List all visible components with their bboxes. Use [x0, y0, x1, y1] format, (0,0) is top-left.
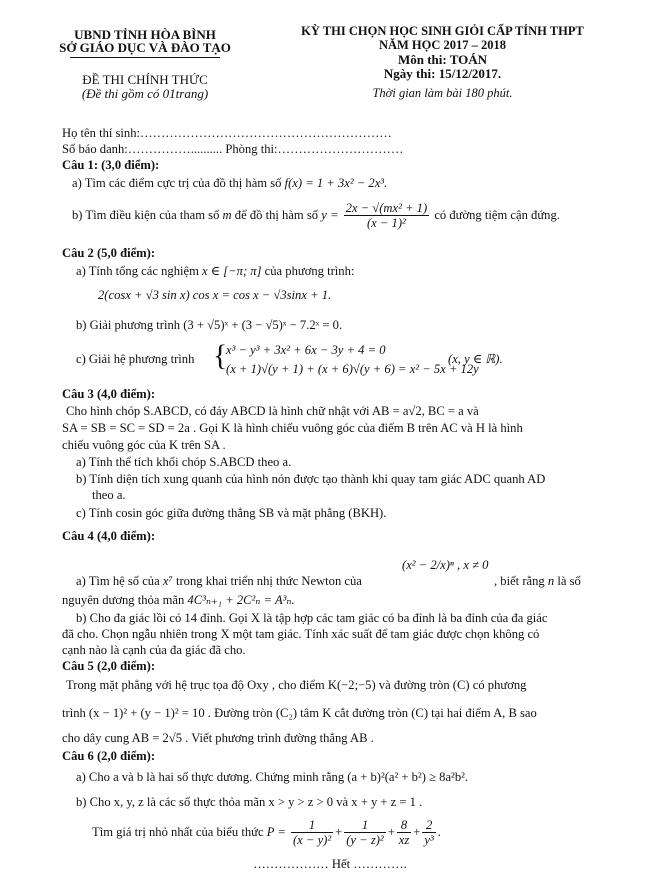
school-year: NĂM HỌC 2017 – 2018: [378, 38, 507, 52]
q4-a-text2: trong khai triển nhị thức Newton của: [175, 574, 362, 588]
q6-term2-den: (y − z)²: [346, 833, 384, 848]
q1-b-numerator: 2x − √(mx² + 1): [345, 201, 428, 215]
header-province: UBND TỈNH HÒA BÌNH: [74, 27, 216, 42]
q2-b-equation: (3 + √5)ˣ + (3 − √5)ˣ − 7.2ˣ = 0.: [183, 318, 343, 332]
q6-c: Tìm giá trị nhỏ nhất của biểu thức P = $\frac{1}{\text{(x − y)²}}$ + $\frac{1}{\text{(y − z)²}}$ + $\frac{8}{xz}$ + $\frac{2}{\text{y³}}$ .: [92, 818, 441, 848]
q3-b-line2: theo a.: [92, 488, 126, 502]
q2-a: [76, 264, 354, 279]
q6-a: a) Cho a và b là hai số thực dương. Chứng minh rằng (a + b)²(a² + b²) ≥ 8a²b².: [76, 770, 469, 784]
q4-a-line2: [62, 593, 295, 608]
q2-b-text: b) Giải phương trình: [76, 318, 181, 332]
subject: Môn thi: TOÁN: [397, 52, 488, 67]
q4-a-n: n: [547, 574, 555, 588]
candidate-name-field: Họ tên thí sinh:……………………………………………………: [62, 126, 392, 140]
q6-term3-num: 8: [397, 818, 412, 833]
q2-title: Câu 2 (5,0 điểm):: [62, 246, 156, 260]
q2-a-text2: của phương trình:: [264, 264, 355, 278]
q3-a: a) Tính thể tích khối chóp S.ABCD theo a.: [76, 455, 292, 469]
q6-plus1: +: [335, 824, 343, 839]
time-allowed: Thời gian làm bài 180 phút.: [372, 86, 513, 100]
q5-line1: Trong mặt phẳng với hệ trục tọa độ Oxy , cho điểm K(−2;−5) và đường tròn (C) có phương: [66, 678, 527, 692]
q5-line2: trình (x − 1)² + (y − 1)² = 10 . Đường tròn (C₂) tâm K cắt đường tròn (C) tại hai điểm A, B sao: [62, 706, 537, 720]
header-divider-left: [70, 57, 220, 58]
q1-b-fraction: [344, 201, 430, 231]
q4-a-line2-text: nguyên dương thỏa mãn: [62, 593, 185, 607]
q3-b-line1: b) Tính diện tích xung quanh của hình nón được tạo thành khi quay tam giác ADC quanh AD: [76, 472, 546, 486]
q6-term3-den: xz: [398, 833, 410, 848]
q4-a-condition: 4C³ₙ₊₁ + 2C²ₙ = A³ₙ.: [187, 593, 295, 607]
q6-term2: [344, 818, 385, 848]
q6-c-p: P =: [266, 824, 286, 839]
q6-b: b) Cho x, y, z là các số thực thỏa mãn x > y > z > 0 và x + y + z = 1 .: [76, 795, 423, 809]
q5-title: Câu 5 (2,0 điểm):: [62, 659, 156, 673]
q6-c-text: Tìm giá trị nhỏ nhất của biểu thức: [92, 824, 264, 839]
q1-b-text3: có đường tiệm cận đứng.: [434, 207, 560, 222]
q1-b-text: b) Tìm điều kiện của tham số: [72, 207, 220, 222]
q1-b-y: y =: [321, 207, 339, 222]
q2-c-condition: (x, y ∈ ℝ).: [448, 352, 503, 366]
q4-a-text: a) Tìm hệ số của: [76, 574, 160, 588]
q2-c-text: c) Giải hệ phương trình: [76, 352, 195, 366]
q4-a-text3: , biết rằng: [494, 574, 545, 588]
q6-plus3: +: [413, 824, 421, 839]
q6-term1: [291, 818, 333, 848]
q2-b: [76, 318, 342, 333]
q3-para2: SA = SB = SC = SD = 2a . Gọi K là hình chiếu vuông góc của điểm B trên AC và H là hình: [62, 421, 523, 435]
q2-c-eq2: (x + 1)√(y + 1) + (x + 6)√(y + 6) = x² − 5x + 12y: [226, 362, 479, 376]
page-count-note: (Đề thi gồm có 01trang): [81, 86, 209, 101]
q6-term2-num: 1: [344, 818, 385, 833]
q1-b-text2: để đồ thị hàm số: [234, 207, 319, 222]
header-department: SỞ GIÁO DỤC VÀ ĐÀO TẠO: [59, 40, 231, 55]
q1-b-m: m: [222, 207, 232, 222]
q4-b-line3: cạnh nào là cạnh của đa giác đã cho.: [62, 643, 246, 657]
q4-binomial: (x² − 2/x)ⁿ , x ≠ 0: [402, 558, 489, 572]
q1-a-text: a) Tìm các điểm cực trị của đồ thị hàm số: [72, 176, 282, 190]
q6-plus2: +: [387, 824, 395, 839]
official-exam-label: ĐỀ THI CHÍNH THỨC: [82, 72, 208, 87]
q6-term1-num: 1: [291, 818, 333, 833]
q2-a-text: a) Tính tổng các nghiệm: [76, 264, 199, 278]
q4-b-line2: đã cho. Chọn ngẫu nhiên trong X một tam giác. Tính xác suất để tam giác được chọn không có: [62, 627, 540, 641]
q3-title: Câu 3 (4,0 điểm):: [62, 387, 156, 401]
q4-a-tail: [494, 574, 581, 589]
q6-term1-den: (x − y)²: [292, 833, 332, 848]
q4-a-text4: là số: [557, 574, 581, 588]
q2-a-equation: 2(cosx + √3 sin x) cos x = cos x − √3sinx + 1.: [98, 288, 332, 302]
q4-title: Câu 4 (4,0 điểm):: [62, 529, 156, 543]
q1-a: [72, 176, 387, 191]
q1-a-formula: f(x) = 1 + 3x² − 2x³.: [284, 176, 388, 190]
q4-a-line1: [76, 574, 362, 589]
exam-date: Ngày thi: 15/12/2017.: [383, 66, 502, 81]
q1-title: Câu 1: (3,0 điểm):: [62, 158, 160, 172]
q4-b-line1: b) Cho đa giác lồi có 14 đỉnh. Gọi X là tập hợp các tam giác có ba đỉnh là ba đỉnh của đa giác: [76, 611, 548, 625]
q6-term4: [422, 818, 435, 848]
q6-term4-den: y³: [424, 833, 434, 848]
q2-a-set: x ∈ [−π; π]: [202, 264, 262, 278]
q1-b: [72, 201, 560, 231]
q6-term4-num: 2: [422, 818, 435, 833]
q2-c-eq1: x³ − y³ + 3x² + 6x − 3y + 4 = 0: [226, 343, 386, 357]
q3-para3: chiếu vuông góc của K trên SA .: [62, 438, 226, 452]
q6-title: Câu 6 (2,0 điểm):: [62, 749, 156, 763]
q4-a-x7: x⁷: [162, 574, 173, 588]
system-brace: {: [213, 339, 228, 372]
q3-para1: Cho hình chóp S.ABCD, có đáy ABCD là hình chữ nhật với AB = a√2, BC = a và: [66, 404, 479, 418]
candidate-id-field: Số báo danh:…………….......... Phòng thi:…………………………: [62, 142, 404, 156]
q1-b-denominator: (x − 1)²: [366, 216, 406, 231]
exam-title: KỲ THI CHỌN HỌC SINH GIỎI CẤP TỈNH THPT: [301, 24, 584, 38]
q6-term3: [397, 818, 412, 848]
q5-line3: cho dây cung AB = 2√5 . Viết phương trình đường thẳng AB .: [62, 731, 374, 745]
q3-c: c) Tính cosin góc giữa đường thẳng SB và mặt phẳng (BKH).: [76, 506, 387, 520]
end-marker: ……………… Hết ………….: [253, 857, 407, 871]
